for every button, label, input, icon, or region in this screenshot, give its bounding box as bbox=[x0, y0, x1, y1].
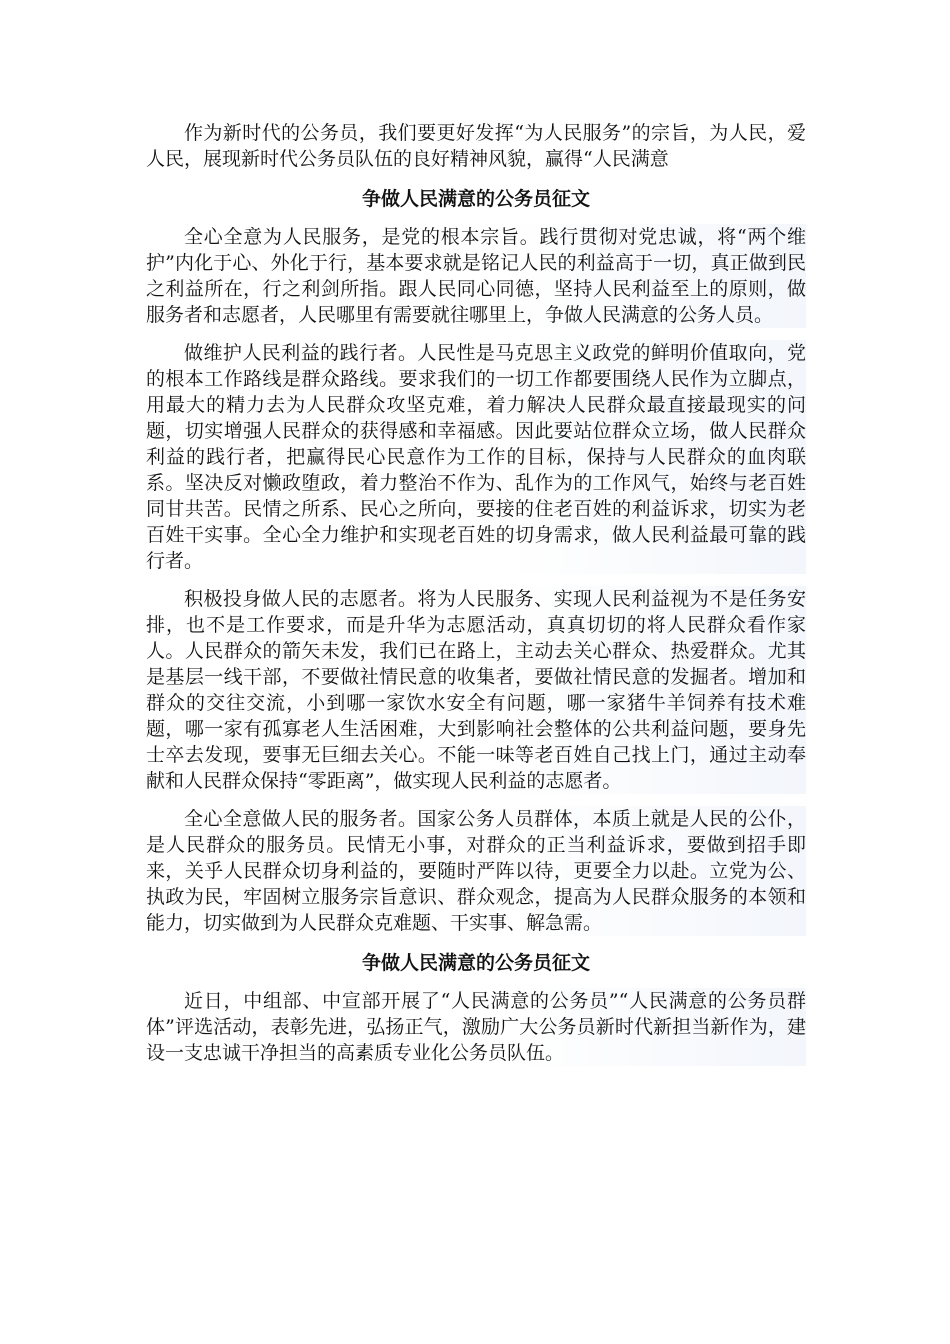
section-2-title: 争做人民满意的公务员征文 bbox=[361, 952, 590, 974]
document-page bbox=[146, 120, 806, 1078]
section-1-paragraph-2: 做维护人民利益的践行者。人民性是马克思主义政党的鲜明价值取向，党的根本工作路线是群众路线。要求我们的一切工作都要围绕人民作为立脚点，用最大的精力去为人民群众攻坚克难，着力解决人民群众最直接最现实的问题，切实增强人民群众的获得感和幸福感。因此要站位群众立场，做人民群众利益的践行者，把赢得民心民意作为工作的目标，保持与人民群众的血肉联系。坚决反对懒政堕政，着力整治不作为、乱作为的工作风气，始终与老百姓同甘共苦。民情之所系、民心之所向，要接的住老百姓的利益诉求，切实为老百姓干实事。全心全力维护和实现老百姓的切身需求，做人民利益最可靠的践行者。 bbox=[146, 342, 806, 572]
section-2-paragraph-1: 近日，中组部、中宣部开展了“人民满意的公务员”“人民满意的公务员群体”评选活动，表彰先进，弘扬正气，激励广大公务员新时代新担当新作为，建设一支忠诚干净担当的高素质专业化公务员队伍。 bbox=[146, 990, 806, 1064]
section-1-title: 争做人民满意的公务员征文 bbox=[361, 188, 590, 210]
section-1-paragraph-4: 全心全意做人民的服务者。国家公务人员群体，本质上就是人民的公仆，是人民群众的服务员。民情无小事，对群众的正当利益诉求，要做到招手即来，关乎人民群众切身利益的，要随时严阵以待，更要全力以赴。立党为公、执政为民，牢固树立服务宗旨意识、群众观念，提高为人民群众服务的本领和能力，切实做到为人民群众克难题、干实事、解急需。 bbox=[146, 808, 806, 934]
intro-paragraph: 作为新时代的公务员，我们要更好发挥“为人民服务”的宗旨，为人民，爱人民，展现新时代公务员队伍的良好精神风貌，赢得“人民满意 bbox=[146, 122, 806, 170]
section-1-paragraph-3: 积极投身做人民的志愿者。将为人民服务、实现人民利益视为不是任务安排，也不是工作要求，而是升华为志愿活动，真真切切的将人民群众看作家人。人民群众的箭矢未发，我们已在路上，主动去关心群众、热爱群众。尤其是基层一线干部，不要做社情民意的收集者，要做社情民意的发掘者。增加和群众的交往交流，小到哪一家饮水安全有问题，哪一家猪牛羊饲养有技术难题，哪一家有孤寡老人生活困难，大到影响社会整体的公共利益问题，要身先士卒去发现，要事无巨细去关心。不能一味等老百姓自己找上门，通过主动奉献和人民群众保持“零距离”，做实现人民利益的志愿者。 bbox=[146, 588, 806, 792]
section-1-paragraph-1: 全心全意为人民服务，是党的根本宗旨。践行贯彻对党忠诚，将“两个维护”内化于心、外化于行，基本要求就是铭记人民的利益高于一切，真正做到民之利益所在，行之利剑所指。跟人民同心同德，坚持人民利益至上的原则，做服务者和志愿者，人民哪里有需要就往哪里上，争做人民满意的公务人员。 bbox=[146, 226, 806, 326]
